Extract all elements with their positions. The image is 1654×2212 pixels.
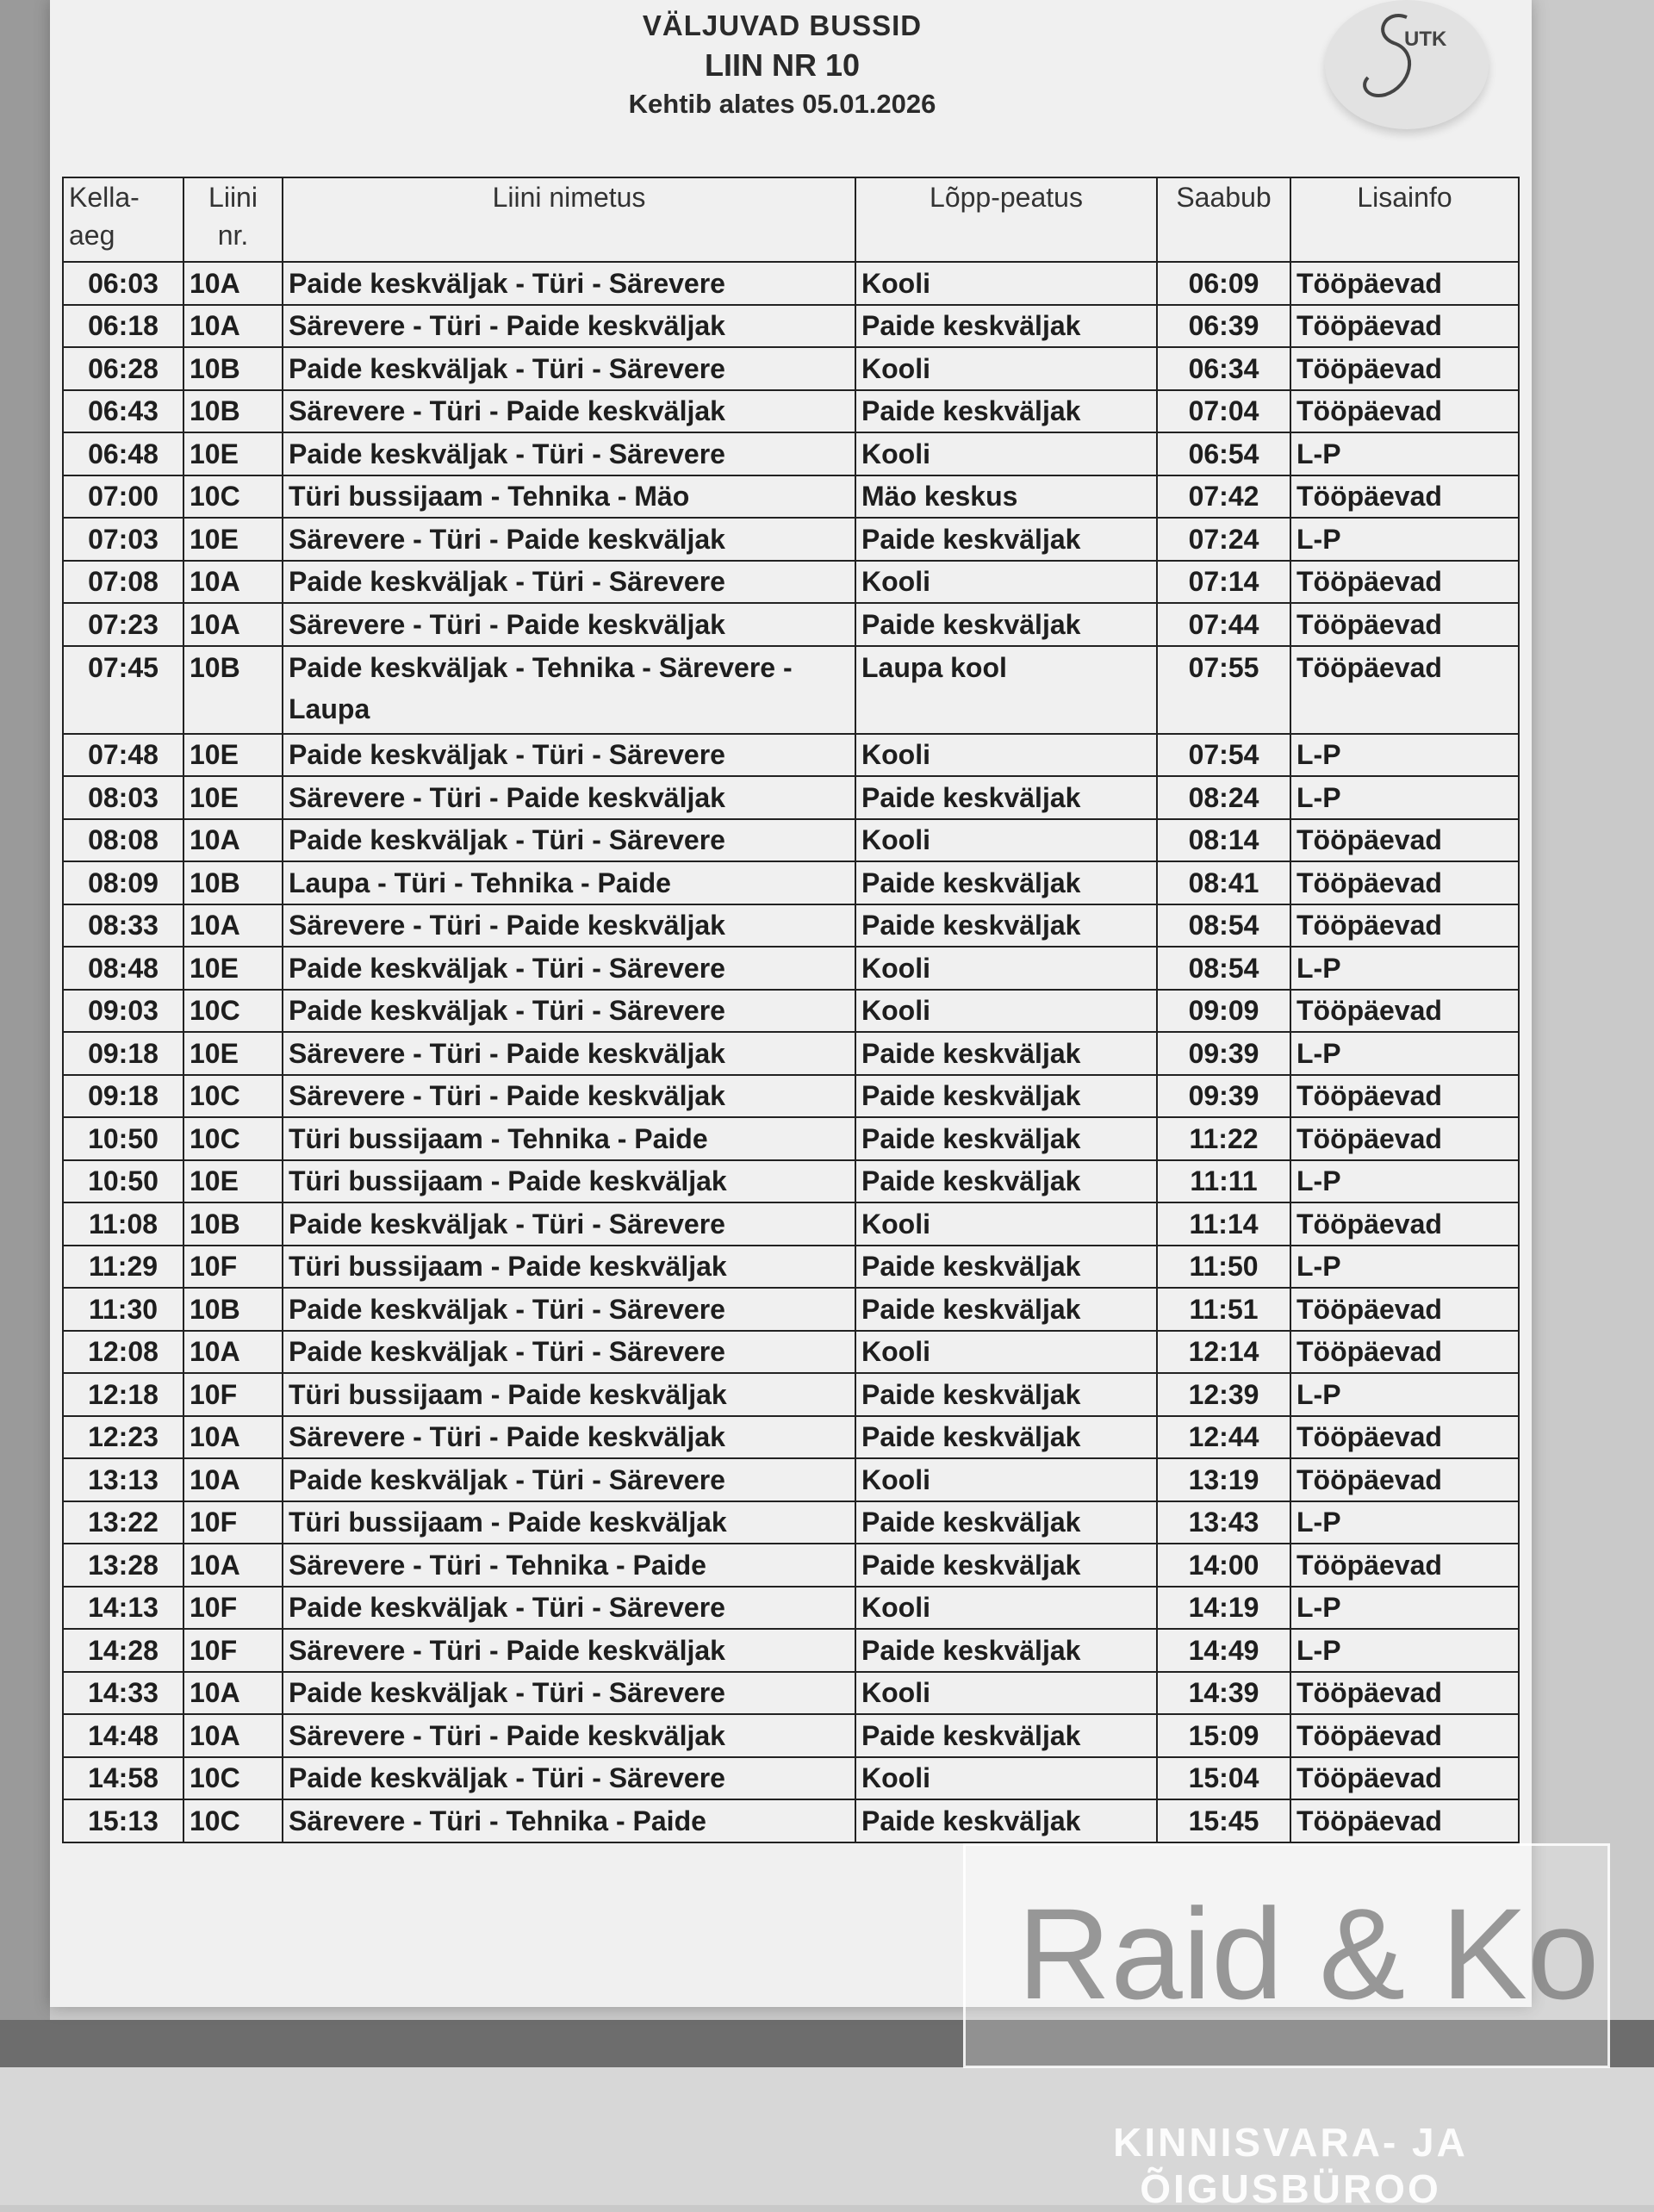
route-name: Paide keskväljak - Tehnika - Särevere - Laupa [283, 646, 855, 734]
departure-time: 08:03 [63, 776, 183, 819]
route-name: Särevere - Türi - Paide keskväljak [283, 1075, 855, 1118]
line-number-cell: 10E [183, 776, 283, 819]
departure-time: 06:18 [63, 305, 183, 348]
route-name: Paide keskväljak - Türi - Särevere [283, 819, 855, 862]
schedule-table [62, 177, 1520, 1843]
arrival-time: 07:54 [1157, 734, 1290, 777]
day-info: L-P [1290, 1587, 1519, 1630]
table-row [63, 1714, 1519, 1757]
col-header-time: Kella- aeg [63, 177, 183, 262]
day-info: Tööpäevad [1290, 1458, 1519, 1501]
end-stop: Paide keskväljak [855, 1032, 1157, 1075]
departure-time: 08:08 [63, 819, 183, 862]
end-stop: Kooli [855, 432, 1157, 475]
watermark-subtitle: KINNISVARA- JA ÕIGUSBÜROO [1113, 2120, 1468, 2211]
background-strip [0, 0, 50, 2205]
route-name: Paide keskväljak - Türi - Särevere [283, 1288, 855, 1331]
line-number-cell: 10B [183, 1288, 283, 1331]
day-info: L-P [1290, 947, 1519, 990]
line-number-cell: 10E [183, 1160, 283, 1203]
line-number-cell: 10A [183, 1672, 283, 1715]
departure-time: 12:23 [63, 1416, 183, 1459]
route-name: Paide keskväljak - Türi - Särevere [283, 561, 855, 604]
route-name: Türi bussijaam - Paide keskväljak [283, 1373, 855, 1416]
route-name: Paide keskväljak - Türi - Särevere [283, 432, 855, 475]
line-number-cell: 10A [183, 1416, 283, 1459]
table-row [63, 475, 1519, 519]
departure-time: 14:33 [63, 1672, 183, 1715]
arrival-time: 13:43 [1157, 1501, 1290, 1544]
departure-time: 09:18 [63, 1032, 183, 1075]
departure-time: 11:30 [63, 1288, 183, 1331]
arrival-time: 14:49 [1157, 1629, 1290, 1672]
departure-time: 09:03 [63, 990, 183, 1033]
day-info: Tööpäevad [1290, 1757, 1519, 1800]
table-row [63, 1117, 1519, 1160]
route-name: Paide keskväljak - Türi - Särevere [283, 1757, 855, 1800]
arrival-time: 08:54 [1157, 947, 1290, 990]
end-stop: Paide keskväljak [855, 1117, 1157, 1160]
departure-time: 06:48 [63, 432, 183, 475]
line-number-cell: 10A [183, 305, 283, 348]
day-info: Tööpäevad [1290, 1202, 1519, 1246]
end-stop: Paide keskväljak [855, 1501, 1157, 1544]
table-row [63, 561, 1519, 604]
arrival-time: 06:54 [1157, 432, 1290, 475]
line-number-cell: 10E [183, 734, 283, 777]
table-row [63, 1331, 1519, 1374]
route-name: Särevere - Türi - Paide keskväljak [283, 776, 855, 819]
table-row [63, 1458, 1519, 1501]
table-row [63, 518, 1519, 561]
end-stop: Paide keskväljak [855, 305, 1157, 348]
route-name: Paide keskväljak - Türi - Särevere [283, 262, 855, 305]
end-stop: Kooli [855, 1202, 1157, 1246]
end-stop: Kooli [855, 1331, 1157, 1374]
logo-swirl-icon [1325, 0, 1489, 129]
arrival-time: 07:24 [1157, 518, 1290, 561]
end-stop: Paide keskväljak [855, 1799, 1157, 1842]
line-number-cell: 10E [183, 947, 283, 990]
line-number-cell: 10A [183, 262, 283, 305]
route-name: Türi bussijaam - Tehnika - Mäo [283, 475, 855, 519]
day-info: Tööpäevad [1290, 861, 1519, 904]
table-row [63, 1202, 1519, 1246]
day-info: Tööpäevad [1290, 561, 1519, 604]
table-row [63, 990, 1519, 1033]
table-row [63, 1075, 1519, 1118]
departure-time: 15:13 [63, 1799, 183, 1842]
route-name: Särevere - Türi - Paide keskväljak [283, 1032, 855, 1075]
arrival-time: 14:39 [1157, 1672, 1290, 1715]
route-name: Särevere - Türi - Paide keskväljak [283, 904, 855, 948]
line-number-cell: 10C [183, 1075, 283, 1118]
route-name: Paide keskväljak - Türi - Särevere [283, 347, 855, 390]
departure-time: 13:22 [63, 1501, 183, 1544]
arrival-time: 11:22 [1157, 1117, 1290, 1160]
end-stop: Paide keskväljak [855, 861, 1157, 904]
watermark [963, 1843, 1610, 2068]
table-row [63, 1629, 1519, 1672]
table-row [63, 1672, 1519, 1715]
arrival-time: 06:09 [1157, 262, 1290, 305]
end-stop: Laupa kool [855, 646, 1157, 734]
arrival-time: 08:54 [1157, 904, 1290, 948]
end-stop: Paide keskväljak [855, 1714, 1157, 1757]
line-number-cell: 10F [183, 1501, 283, 1544]
route-name: Laupa - Türi - Tehnika - Paide [283, 861, 855, 904]
line-number-cell: 10E [183, 432, 283, 475]
line-number-cell: 10A [183, 603, 283, 646]
route-name: Särevere - Türi - Paide keskväljak [283, 1416, 855, 1459]
route-name: Türi bussijaam - Paide keskväljak [283, 1501, 855, 1544]
end-stop: Paide keskväljak [855, 1246, 1157, 1289]
line-number-cell: 10C [183, 1117, 283, 1160]
arrival-time: 11:50 [1157, 1246, 1290, 1289]
table-header-row [63, 177, 1519, 262]
day-info: Tööpäevad [1290, 475, 1519, 519]
end-stop: Kooli [855, 262, 1157, 305]
end-stop: Paide keskväljak [855, 1629, 1157, 1672]
departure-time: 07:45 [63, 646, 183, 734]
day-info: L-P [1290, 776, 1519, 819]
line-number-cell: 10B [183, 347, 283, 390]
route-name: Türi bussijaam - Paide keskväljak [283, 1246, 855, 1289]
day-info: Tööpäevad [1290, 1672, 1519, 1715]
day-info: Tööpäevad [1290, 390, 1519, 433]
line-number-cell: 10A [183, 1714, 283, 1757]
route-name: Särevere - Türi - Paide keskväljak [283, 1714, 855, 1757]
arrival-time: 07:14 [1157, 561, 1290, 604]
line-number-cell: 10F [183, 1246, 283, 1289]
arrival-time: 11:14 [1157, 1202, 1290, 1246]
line-number-cell: 10B [183, 861, 283, 904]
end-stop: Kooli [855, 947, 1157, 990]
route-name: Särevere - Türi - Tehnika - Paide [283, 1799, 855, 1842]
arrival-time: 14:19 [1157, 1587, 1290, 1630]
departure-time: 12:18 [63, 1373, 183, 1416]
departure-time: 07:48 [63, 734, 183, 777]
route-name: Särevere - Türi - Paide keskväljak [283, 1629, 855, 1672]
departure-time: 13:28 [63, 1544, 183, 1587]
day-info: L-P [1290, 1373, 1519, 1416]
route-name: Paide keskväljak - Türi - Särevere [283, 1331, 855, 1374]
route-name: Paide keskväljak - Türi - Särevere [283, 947, 855, 990]
table-row [63, 1799, 1519, 1842]
end-stop: Paide keskväljak [855, 776, 1157, 819]
route-name: Türi bussijaam - Tehnika - Paide [283, 1117, 855, 1160]
line-number-cell: 10B [183, 646, 283, 734]
arrival-time: 11:11 [1157, 1160, 1290, 1203]
end-stop: Paide keskväljak [855, 390, 1157, 433]
arrival-time: 12:14 [1157, 1331, 1290, 1374]
arrival-time: 15:09 [1157, 1714, 1290, 1757]
end-stop: Paide keskväljak [855, 1288, 1157, 1331]
line-number-cell: 10C [183, 990, 283, 1033]
route-name: Paide keskväljak - Türi - Särevere [283, 990, 855, 1033]
end-stop: Paide keskväljak [855, 518, 1157, 561]
departure-time: 14:48 [63, 1714, 183, 1757]
end-stop: Kooli [855, 1587, 1157, 1630]
route-name: Paide keskväljak - Türi - Särevere [283, 1202, 855, 1246]
day-info: Tööpäevad [1290, 1117, 1519, 1160]
arrival-time: 07:55 [1157, 646, 1290, 734]
day-info: Tööpäevad [1290, 1416, 1519, 1459]
day-info: Tööpäevad [1290, 904, 1519, 948]
table-row [63, 947, 1519, 990]
day-info: Tööpäevad [1290, 990, 1519, 1033]
end-stop: Mäo keskus [855, 475, 1157, 519]
departure-time: 14:13 [63, 1587, 183, 1630]
line-number-cell: 10B [183, 1202, 283, 1246]
sheet-header [50, 7, 1514, 122]
departure-time: 08:33 [63, 904, 183, 948]
day-info: Tööpäevad [1290, 1714, 1519, 1757]
arrival-time: 12:44 [1157, 1416, 1290, 1459]
table-row [63, 819, 1519, 862]
line-number-cell: 10A [183, 1458, 283, 1501]
departure-time: 07:08 [63, 561, 183, 604]
day-info: L-P [1290, 518, 1519, 561]
table-row [63, 432, 1519, 475]
departure-time: 14:58 [63, 1757, 183, 1800]
departure-time: 10:50 [63, 1160, 183, 1203]
table-row [63, 1416, 1519, 1459]
end-stop: Kooli [855, 1458, 1157, 1501]
departure-time: 06:28 [63, 347, 183, 390]
arrival-time: 07:04 [1157, 390, 1290, 433]
arrival-time: 06:39 [1157, 305, 1290, 348]
end-stop: Kooli [855, 1757, 1157, 1800]
day-info: L-P [1290, 1032, 1519, 1075]
table-row [63, 1160, 1519, 1203]
line-number-cell: 10A [183, 1544, 283, 1587]
day-info: Tööpäevad [1290, 305, 1519, 348]
day-info: L-P [1290, 1160, 1519, 1203]
table-row [63, 390, 1519, 433]
line-number-cell: 10C [183, 475, 283, 519]
arrival-time: 07:44 [1157, 603, 1290, 646]
line-number-cell: 10A [183, 819, 283, 862]
day-info: L-P [1290, 432, 1519, 475]
route-name: Paide keskväljak - Türi - Särevere [283, 1458, 855, 1501]
departure-time: 07:00 [63, 475, 183, 519]
route-name: Särevere - Türi - Paide keskväljak [283, 518, 855, 561]
day-info: Tööpäevad [1290, 1075, 1519, 1118]
table-row [63, 861, 1519, 904]
table-row [63, 1288, 1519, 1331]
day-info: Tööpäevad [1290, 347, 1519, 390]
departure-time: 08:48 [63, 947, 183, 990]
route-name: Paide keskväljak - Türi - Särevere [283, 734, 855, 777]
day-info: Tööpäevad [1290, 1544, 1519, 1587]
end-stop: Kooli [855, 990, 1157, 1033]
end-stop: Paide keskväljak [855, 1075, 1157, 1118]
col-header-end-stop: Lõpp-peatus [855, 177, 1157, 262]
page-title: VÄLJUVAD BUSSID [642, 9, 923, 41]
valid-from: Kehtib alates 05.01.2026 [628, 89, 936, 119]
col-header-arrives: Saabub [1157, 177, 1290, 262]
end-stop: Kooli [855, 561, 1157, 604]
table-row [63, 1501, 1519, 1544]
arrival-time: 12:39 [1157, 1373, 1290, 1416]
end-stop: Paide keskväljak [855, 1416, 1157, 1459]
departure-time: 10:50 [63, 1117, 183, 1160]
col-header-route: Liini nimetus [283, 177, 855, 262]
day-info: Tööpäevad [1290, 603, 1519, 646]
departure-time: 07:23 [63, 603, 183, 646]
arrival-time: 09:39 [1157, 1032, 1290, 1075]
table-row [63, 262, 1519, 305]
arrival-time: 13:19 [1157, 1458, 1290, 1501]
arrival-time: 06:34 [1157, 347, 1290, 390]
arrival-time: 14:00 [1157, 1544, 1290, 1587]
col-header-line-no: Liini nr. [183, 177, 283, 262]
departure-time: 13:13 [63, 1458, 183, 1501]
watermark-brand: Raid & Ko [1017, 1881, 1600, 2026]
table-row [63, 1246, 1519, 1289]
day-info: Tööpäevad [1290, 646, 1519, 734]
end-stop: Paide keskväljak [855, 1373, 1157, 1416]
departure-time: 07:03 [63, 518, 183, 561]
route-name: Särevere - Türi - Paide keskväljak [283, 603, 855, 646]
utk-logo [1325, 0, 1489, 129]
arrival-time: 09:09 [1157, 990, 1290, 1033]
departure-time: 11:29 [63, 1246, 183, 1289]
day-info: L-P [1290, 1629, 1519, 1672]
line-number-cell: 10A [183, 904, 283, 948]
departure-time: 14:28 [63, 1629, 183, 1672]
end-stop: Kooli [855, 347, 1157, 390]
line-number-cell: 10C [183, 1799, 283, 1842]
table-row [63, 1587, 1519, 1630]
route-name: Särevere - Türi - Tehnika - Paide [283, 1544, 855, 1587]
table-row [63, 646, 1519, 734]
table-row [63, 1544, 1519, 1587]
table-row [63, 603, 1519, 646]
arrival-time: 08:24 [1157, 776, 1290, 819]
table-row [63, 1373, 1519, 1416]
route-name: Paide keskväljak - Türi - Särevere [283, 1672, 855, 1715]
line-number-cell: 10F [183, 1629, 283, 1672]
end-stop: Paide keskväljak [855, 603, 1157, 646]
route-name: Paide keskväljak - Türi - Särevere [283, 1587, 855, 1630]
logo-text: UTK [1404, 28, 1447, 51]
route-name: Türi bussijaam - Paide keskväljak [283, 1160, 855, 1203]
end-stop: Kooli [855, 734, 1157, 777]
route-name: Särevere - Türi - Paide keskväljak [283, 305, 855, 348]
departure-time: 08:09 [63, 861, 183, 904]
table-row [63, 904, 1519, 948]
table-row [63, 305, 1519, 348]
line-number: LIIN NR 10 [704, 47, 861, 83]
day-info: L-P [1290, 1246, 1519, 1289]
departure-time: 11:08 [63, 1202, 183, 1246]
route-name: Särevere - Türi - Paide keskväljak [283, 390, 855, 433]
col-header-info: Lisainfo [1290, 177, 1519, 262]
line-number-cell: 10E [183, 1032, 283, 1075]
day-info: Tööpäevad [1290, 819, 1519, 862]
day-info: L-P [1290, 734, 1519, 777]
line-number-cell: 10F [183, 1373, 283, 1416]
line-number-cell: 10E [183, 518, 283, 561]
arrival-time: 08:14 [1157, 819, 1290, 862]
end-stop: Paide keskväljak [855, 1160, 1157, 1203]
end-stop: Paide keskväljak [855, 904, 1157, 948]
line-number-cell: 10F [183, 1587, 283, 1630]
departure-time: 06:43 [63, 390, 183, 433]
end-stop: Kooli [855, 1672, 1157, 1715]
line-number-cell: 10C [183, 1757, 283, 1800]
day-info: Tööpäevad [1290, 1288, 1519, 1331]
arrival-time: 07:42 [1157, 475, 1290, 519]
arrival-time: 11:51 [1157, 1288, 1290, 1331]
arrival-time: 08:41 [1157, 861, 1290, 904]
day-info: Tööpäevad [1290, 1331, 1519, 1374]
arrival-time: 15:04 [1157, 1757, 1290, 1800]
table-row [63, 1032, 1519, 1075]
arrival-time: 15:45 [1157, 1799, 1290, 1842]
line-number-cell: 10A [183, 561, 283, 604]
arrival-time: 09:39 [1157, 1075, 1290, 1118]
departure-time: 06:03 [63, 262, 183, 305]
table-row [63, 734, 1519, 777]
day-info: L-P [1290, 1501, 1519, 1544]
day-info: Tööpäevad [1290, 262, 1519, 305]
line-number-cell: 10B [183, 390, 283, 433]
schedule-rows [63, 262, 1519, 1842]
end-stop: Paide keskväljak [855, 1544, 1157, 1587]
line-number-cell: 10A [183, 1331, 283, 1374]
departure-time: 12:08 [63, 1331, 183, 1374]
departure-time: 09:18 [63, 1075, 183, 1118]
table-row [63, 347, 1519, 390]
day-info: Tööpäevad [1290, 1799, 1519, 1842]
table-row [63, 1757, 1519, 1800]
table-row [63, 776, 1519, 819]
end-stop: Kooli [855, 819, 1157, 862]
